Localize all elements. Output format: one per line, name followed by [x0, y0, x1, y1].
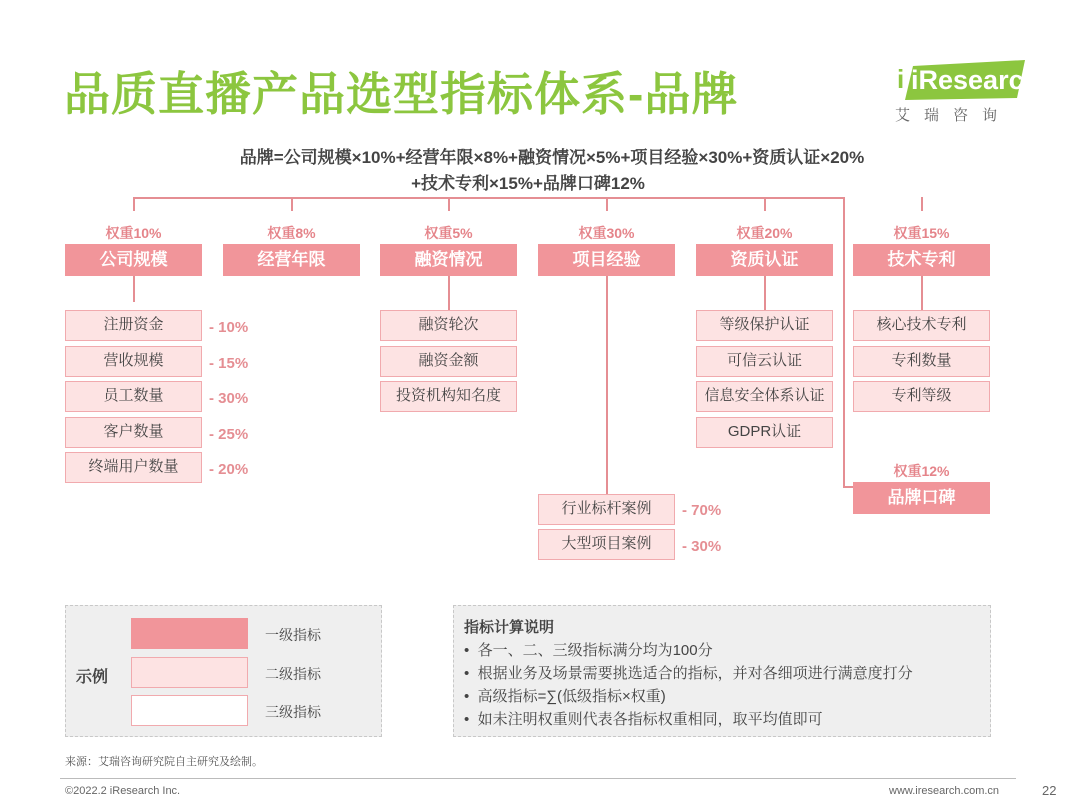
- weight-qualification: 权重20%: [736, 225, 793, 241]
- note-item: • 各一、二、三级指标满分均为100分: [464, 642, 713, 659]
- pct-end-user-count: - 20%: [209, 461, 249, 478]
- item-patent-count: 专利数量: [853, 346, 990, 377]
- item-core-patent: 核心技术专利: [853, 310, 990, 341]
- pct-benchmark-case: - 70%: [682, 502, 722, 519]
- level1-company-scale: 公司规模: [65, 244, 202, 276]
- notes-title: 指标计算说明: [464, 619, 555, 636]
- item-infosec-cert: 信息安全体系认证: [696, 381, 833, 412]
- footer-divider: [60, 778, 1016, 779]
- copyright: ©2022.2 iResearch Inc.: [65, 785, 181, 797]
- weight-tech-patent: 权重15%: [893, 225, 950, 241]
- item-revenue-scale: 营收规模: [65, 346, 202, 377]
- website-link[interactable]: www.iresearch.com.cn: [889, 785, 1000, 797]
- formula-line-1: 品牌=公司规模×10%+经营年限×8%+融资情况×5%+项目经验×30%+资质认证×20%: [239, 148, 865, 167]
- logo-cn: 艾瑞咨询: [895, 107, 1012, 124]
- weight-brand-reputation: 权重12%: [893, 463, 950, 479]
- logo-word: iResearch: [911, 65, 1041, 95]
- item-registered-capital: 注册资金: [65, 310, 202, 341]
- source-note: 来源：艾瑞咨询研究院自主研究及绘制。: [65, 756, 263, 768]
- legend-swatch-level1: [131, 618, 248, 649]
- legend-label-level3: 三级指标: [265, 704, 321, 720]
- weight-project-experience: 权重30%: [578, 225, 635, 241]
- weight-financing: 权重5%: [424, 225, 473, 241]
- level1-tech-patent: 技术专利: [853, 244, 990, 276]
- item-patent-level: 专利等级: [853, 381, 990, 412]
- note-item: • 高级指标=∑(低级指标×权重): [464, 688, 666, 705]
- item-investor-reputation: 投资机构知名度: [380, 381, 517, 412]
- item-customer-count: 客户数量: [65, 417, 202, 448]
- legend-label-level2: 二级指标: [265, 666, 321, 682]
- pct-employee-count: - 30%: [209, 390, 249, 407]
- level1-qualification: 资质认证: [696, 244, 833, 276]
- legend-swatch-level2: [131, 657, 248, 688]
- legend-label-level1: 一级指标: [265, 627, 321, 643]
- item-large-project-case: 大型项目案例: [538, 529, 675, 560]
- page-title: 品质直播产品选型指标体系-品牌: [64, 68, 739, 120]
- level1-brand-reputation: 品牌口碑: [853, 482, 990, 514]
- iresearch-logo: [893, 60, 1041, 124]
- pct-customer-count: - 25%: [209, 426, 249, 443]
- legend-box: [65, 605, 382, 737]
- pct-registered-capital: - 10%: [209, 319, 249, 336]
- item-level-protection-cert: 等级保护认证: [696, 310, 833, 341]
- page-number: 22: [1042, 783, 1057, 798]
- calculation-notes: [453, 605, 991, 737]
- item-end-user-count: 终端用户数量: [65, 452, 202, 483]
- pct-large-project-case: - 30%: [682, 538, 722, 555]
- weight-company-scale: 权重10%: [105, 225, 162, 241]
- level1-project-experience: 项目经验: [538, 244, 675, 276]
- note-item: • 根据业务及场景需要挑选适合的指标，并对各细项进行满意度打分: [464, 665, 913, 682]
- item-gdpr-cert: GDPR认证: [696, 417, 833, 448]
- weight-operating-years: 权重8%: [267, 225, 316, 241]
- logo-i: i: [897, 64, 905, 94]
- item-financing-round: 融资轮次: [380, 310, 517, 341]
- item-trusted-cloud-cert: 可信云认证: [696, 346, 833, 377]
- note-item: • 如未注明权重则代表各指标权重相同，取平均值即可: [464, 711, 823, 728]
- item-financing-amount: 融资金额: [380, 346, 517, 377]
- item-employee-count: 员工数量: [65, 381, 202, 412]
- level1-financing: 融资情况: [380, 244, 517, 276]
- legend-title: 示例: [76, 669, 109, 686]
- legend-swatch-level3: [131, 695, 248, 726]
- level1-operating-years: 经营年限: [223, 244, 360, 276]
- formula-line-2: +技术专利×15%+品牌口碑12%: [411, 174, 645, 193]
- item-benchmark-case: 行业标杆案例: [538, 494, 675, 525]
- pct-revenue-scale: - 15%: [209, 355, 249, 372]
